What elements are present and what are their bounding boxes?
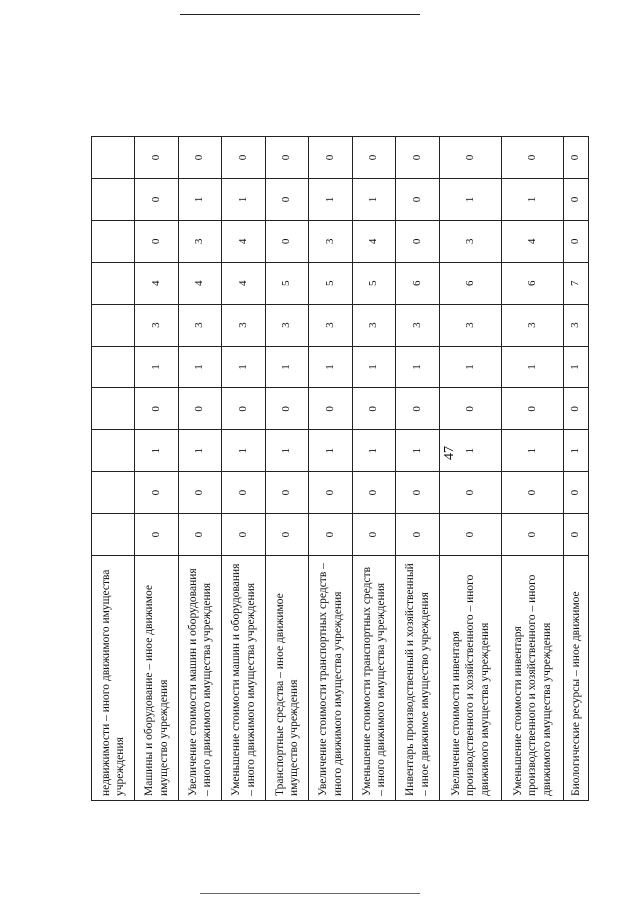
table-row: [135, 137, 178, 801]
row-value-cell: 0: [501, 388, 563, 430]
row-value-cell: 3: [439, 304, 501, 346]
row-value-cell: 0: [563, 388, 588, 430]
row-value-cell: 1: [563, 430, 588, 472]
row-label: Уменьшение стоимости инвентаря производственного и хозяйственного – иного движимого имущества учреждения: [501, 556, 563, 801]
table-row: [309, 137, 352, 801]
row-value-cell: 0: [135, 220, 178, 262]
row-value-cell: 6: [501, 262, 563, 304]
table-row: [265, 137, 308, 801]
row-value-cell: 0: [135, 137, 178, 179]
table-row: [178, 137, 221, 801]
table-container: [91, 136, 589, 801]
row-value-cell: 1: [265, 430, 308, 472]
row-value-cell: 3: [222, 304, 265, 346]
row-value-cell: 3: [309, 304, 352, 346]
row-value-cell: 0: [135, 388, 178, 430]
row-value-cell: 1: [352, 178, 395, 220]
table-row: [563, 137, 588, 801]
row-value-cell: [92, 430, 135, 472]
table-row: [92, 137, 135, 801]
row-label: Увеличение стоимости инвентаря производственного и хозяйственного – иного движимого имущества учреждения: [439, 556, 501, 801]
row-value-cell: 4: [352, 220, 395, 262]
row-value-cell: 1: [352, 346, 395, 388]
row-value-cell: 1: [309, 430, 352, 472]
row-value-cell: 1: [178, 346, 221, 388]
row-value-cell: [92, 304, 135, 346]
row-value-cell: [92, 137, 135, 179]
row-value-cell: 0: [396, 137, 439, 179]
row-value-cell: 0: [563, 178, 588, 220]
row-value-cell: 0: [135, 472, 178, 514]
table-row: [352, 137, 395, 801]
table-row: [439, 137, 501, 801]
page-number: 47: [442, 446, 457, 460]
row-value-cell: [92, 472, 135, 514]
row-value-cell: 3: [563, 304, 588, 346]
row-value-cell: 3: [265, 304, 308, 346]
row-value-cell: 5: [265, 262, 308, 304]
row-value-cell: 0: [396, 220, 439, 262]
row-value-cell: 0: [439, 472, 501, 514]
row-label: Увеличение стоимости машин и оборудования – иного движимого имущества учреждения: [178, 556, 221, 801]
row-label: Уменьшение стоимости машин и оборудования – иного движимого имущества учреждения: [222, 556, 265, 801]
row-value-cell: 0: [501, 137, 563, 179]
row-value-cell: 7: [563, 262, 588, 304]
row-value-cell: [92, 220, 135, 262]
row-value-cell: 0: [309, 514, 352, 556]
row-value-cell: [92, 178, 135, 220]
row-label: Транспортные средства – иное движимое имущество учреждения: [265, 556, 308, 801]
row-value-cell: 0: [352, 388, 395, 430]
row-value-cell: 3: [396, 304, 439, 346]
row-value-cell: 3: [309, 220, 352, 262]
row-value-cell: 0: [309, 137, 352, 179]
row-label: Увеличение стоимости транспортных средств – иного движимого имущества учреждения: [309, 556, 352, 801]
row-value-cell: 6: [439, 262, 501, 304]
row-value-cell: 0: [396, 472, 439, 514]
row-value-cell: 0: [265, 220, 308, 262]
row-value-cell: 0: [563, 220, 588, 262]
row-value-cell: 1: [135, 430, 178, 472]
row-value-cell: 1: [309, 346, 352, 388]
row-value-cell: 3: [501, 304, 563, 346]
accounts-table: [91, 136, 589, 801]
row-value-cell: 0: [178, 137, 221, 179]
row-value-cell: 0: [501, 514, 563, 556]
row-value-cell: 0: [309, 388, 352, 430]
row-value-cell: 0: [352, 137, 395, 179]
row-value-cell: 1: [178, 178, 221, 220]
row-value-cell: 1: [135, 346, 178, 388]
row-value-cell: 0: [309, 472, 352, 514]
table-row: [222, 137, 265, 801]
row-value-cell: 0: [352, 472, 395, 514]
row-label: Инвентарь производственный и хозяйственный – иное движимое имущество учреждения: [396, 556, 439, 801]
row-value-cell: 1: [439, 178, 501, 220]
row-value-cell: 4: [222, 262, 265, 304]
row-value-cell: 1: [396, 430, 439, 472]
row-value-cell: 0: [222, 388, 265, 430]
row-value-cell: [92, 346, 135, 388]
row-value-cell: 0: [222, 514, 265, 556]
row-value-cell: 4: [135, 262, 178, 304]
row-value-cell: 0: [265, 137, 308, 179]
row-value-cell: 0: [352, 514, 395, 556]
row-value-cell: 5: [352, 262, 395, 304]
row-value-cell: 6: [396, 262, 439, 304]
scan-edge-mark: [180, 14, 420, 15]
row-value-cell: 0: [222, 472, 265, 514]
row-value-cell: 3: [439, 220, 501, 262]
row-value-cell: 0: [396, 514, 439, 556]
row-label: Машины и оборудование – иное движимое имущество учреждения: [135, 556, 178, 801]
row-label: Уменьшение стоимости транспортных средств – иного движимого имущества учреждения: [352, 556, 395, 801]
table-row: [396, 137, 439, 801]
row-value-cell: 0: [222, 137, 265, 179]
row-value-cell: 4: [222, 220, 265, 262]
row-value-cell: 0: [265, 178, 308, 220]
row-value-cell: 1: [501, 430, 563, 472]
row-value-cell: 0: [563, 514, 588, 556]
row-value-cell: 0: [439, 137, 501, 179]
row-value-cell: 0: [501, 472, 563, 514]
row-value-cell: 1: [563, 346, 588, 388]
row-value-cell: 0: [178, 514, 221, 556]
row-value-cell: 0: [265, 472, 308, 514]
row-value-cell: 0: [396, 178, 439, 220]
row-value-cell: 5: [309, 262, 352, 304]
row-value-cell: 3: [178, 304, 221, 346]
row-value-cell: 1: [439, 346, 501, 388]
row-value-cell: 1: [309, 178, 352, 220]
row-value-cell: 1: [439, 430, 501, 472]
row-value-cell: 0: [265, 514, 308, 556]
row-value-cell: 0: [178, 472, 221, 514]
row-value-cell: [92, 514, 135, 556]
row-value-cell: 0: [265, 388, 308, 430]
row-value-cell: 1: [222, 430, 265, 472]
row-value-cell: [92, 262, 135, 304]
row-value-cell: 1: [222, 178, 265, 220]
row-value-cell: 1: [501, 178, 563, 220]
row-value-cell: 0: [563, 472, 588, 514]
row-value-cell: 1: [222, 346, 265, 388]
row-value-cell: 1: [396, 346, 439, 388]
row-value-cell: 3: [352, 304, 395, 346]
row-value-cell: 1: [178, 430, 221, 472]
table-row: [501, 137, 563, 801]
row-value-cell: [92, 388, 135, 430]
row-value-cell: 4: [178, 262, 221, 304]
row-value-cell: 1: [352, 430, 395, 472]
row-value-cell: 4: [501, 220, 563, 262]
row-value-cell: 1: [265, 346, 308, 388]
row-value-cell: 0: [396, 388, 439, 430]
row-value-cell: 0: [439, 514, 501, 556]
row-value-cell: 3: [135, 304, 178, 346]
row-label: Биологические ресурсы – иное движимое: [563, 556, 588, 801]
row-value-cell: 0: [178, 388, 221, 430]
row-value-cell: 1: [501, 346, 563, 388]
row-value-cell: 3: [178, 220, 221, 262]
scan-edge-mark: [200, 893, 420, 894]
row-label: недвижимости – иного движимого имущества учреждения: [92, 556, 135, 801]
row-value-cell: 0: [135, 178, 178, 220]
row-value-cell: 0: [563, 137, 588, 179]
row-value-cell: 0: [135, 514, 178, 556]
row-value-cell: 0: [439, 388, 501, 430]
